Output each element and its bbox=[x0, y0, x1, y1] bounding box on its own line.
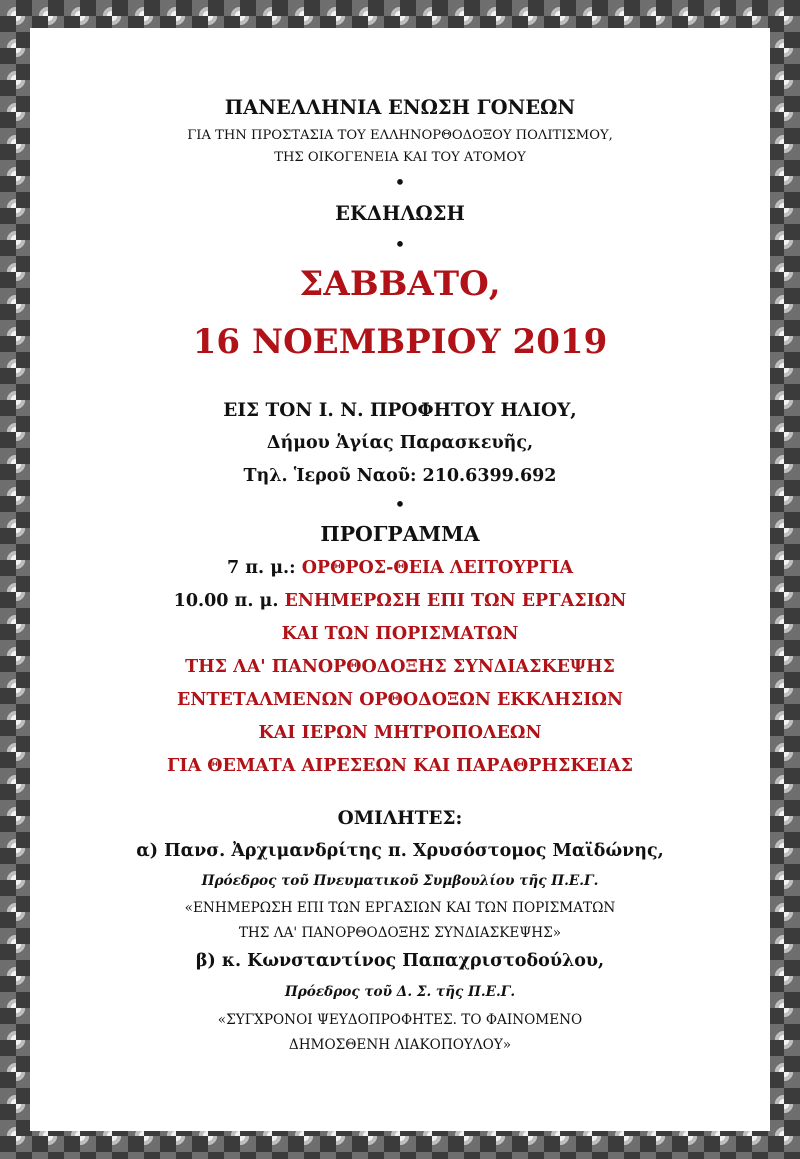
poster-panel bbox=[30, 28, 770, 1131]
org-subtitle-line1: ΓΙΑ ΤΗΝ ΠΡΟΣΤΑΣΙΑ ΤΟΥ ΕΛΛΗΝΟΡΘΟΔΟΞΟΥ ΠΟΛΙΤΙΣΜΟΥ, bbox=[187, 128, 613, 143]
event-date: 16 ΝΟΕΜΒΡΙΟΥ 2019 bbox=[192, 322, 608, 362]
separator-bullet: • bbox=[394, 493, 406, 516]
speaker-2-topic: «ΣΥΓΧΡΟΝΟΙ ΨΕΥΔΟΠΡΟΦΗΤΕΣ. ΤΟ ΦΑΙΝΟΜΕΝΟ bbox=[217, 1012, 583, 1028]
venue-line1: ΕΙΣ ΤΟΝ Ι. Ν. ΠΡΟΦΗΤΟΥ ΗΛΙΟΥ, bbox=[223, 400, 577, 421]
speaker-2-topic: ΔΗΜΟΣΘΕΝΗ ΛΙΑΚΟΠΟΥΛΟΥ» bbox=[288, 1037, 512, 1053]
program-item-1 bbox=[30, 558, 770, 578]
speaker-1-role: Πρόεδρος τοῦ Πνευματικοῦ Συμβουλίου τῆς Π.Ε.Γ. bbox=[201, 873, 599, 889]
separator-bullet: • bbox=[394, 171, 406, 194]
speaker-1-name: α) Πανσ. Ἀρχιμανδρίτης π. Χρυσόστομος Μαϊδώνης, bbox=[136, 841, 664, 861]
speaker-1-topic: ΤΗΣ ΛΑ' ΠΑΝΟΡΘΟΔΟΞΗΣ ΣΥΝΔΙΑΣΚΕΨΗΣ» bbox=[238, 925, 562, 941]
program-item-2 bbox=[30, 591, 770, 611]
program-item-2-text: ΚΑΙ ΙΕΡΩΝ ΜΗΤΡΟΠΟΛΕΩΝ bbox=[258, 723, 542, 743]
speakers-title: ΟΜΙΛΗΤΕΣ: bbox=[337, 808, 463, 829]
speaker-1-topic: «ΕΝΗΜΕΡΩΣΗ ΕΠΙ ΤΩΝ ΕΡΓΑΣΙΩΝ ΚΑΙ ΤΩΝ ΠΟΡΙΣΜΑΤΩΝ bbox=[184, 900, 616, 916]
program-item-2-time: 10.00 π. μ. bbox=[173, 591, 285, 611]
program-item-2-text: ΕΝΗΜΕΡΩΣΗ ΕΠΙ ΤΩΝ ΕΡΓΑΣΙΩΝ bbox=[284, 591, 627, 611]
speaker-2-role: Πρόεδρος τοῦ Δ. Σ. τῆς Π.Ε.Γ. bbox=[284, 984, 516, 1000]
event-label: ΕΚΔΗΛΩΣΗ bbox=[335, 202, 465, 225]
program-title: ΠΡΟΓΡΑΜΜΑ bbox=[320, 522, 480, 546]
org-name: ΠΑΝΕΛΛΗΝΙΑ ΕΝΩΣΗ ΓΟΝΕΩΝ bbox=[224, 96, 576, 119]
program-item-2-text: ΚΑΙ ΤΩΝ ΠΟΡΙΣΜΑΤΩΝ bbox=[281, 624, 519, 644]
separator-bullet: • bbox=[394, 233, 406, 256]
speaker-2-name: β) κ. Κωνσταντίνος Παπαχριστοδούλου, bbox=[195, 951, 605, 971]
org-subtitle-line2: ΤΗΣ ΟΙΚΟΓΕΝΕΙΑ ΚΑΙ ΤΟΥ ΑΤΟΜΟΥ bbox=[274, 150, 526, 165]
event-day: ΣΑΒΒΑΤΟ, bbox=[299, 264, 501, 304]
program-item-2-text: ΕΝΤΕΤΑΛΜΕΝΩΝ ΟΡΘΟΔΟΞΩΝ ΕΚΚΛΗΣΙΩΝ bbox=[177, 690, 623, 710]
program-item-2-text: ΓΙΑ ΘΕΜΑΤΑ ΑΙΡΕΣΕΩΝ ΚΑΙ ΠΑΡΑΘΡΗΣΚΕΙΑΣ bbox=[166, 756, 634, 776]
venue-phone: Τηλ. Ἱεροῦ Ναοῦ: 210.6399.692 bbox=[243, 466, 557, 486]
program-item-1-text: ΟΡΘΡΟΣ-ΘΕΙΑ ΛΕΙΤΟΥΡΓΙΑ bbox=[301, 558, 574, 578]
venue-line2: Δήμου Ἁγίας Παρασκευῆς, bbox=[266, 433, 534, 453]
program-item-2-text: ΤΗΣ ΛΑ' ΠΑΝΟΡΘΟΔΟΞΗΣ ΣΥΝΔΙΑΣΚΕΨΗΣ bbox=[185, 657, 615, 677]
program-item-1-time: 7 π. μ.: bbox=[226, 558, 302, 578]
